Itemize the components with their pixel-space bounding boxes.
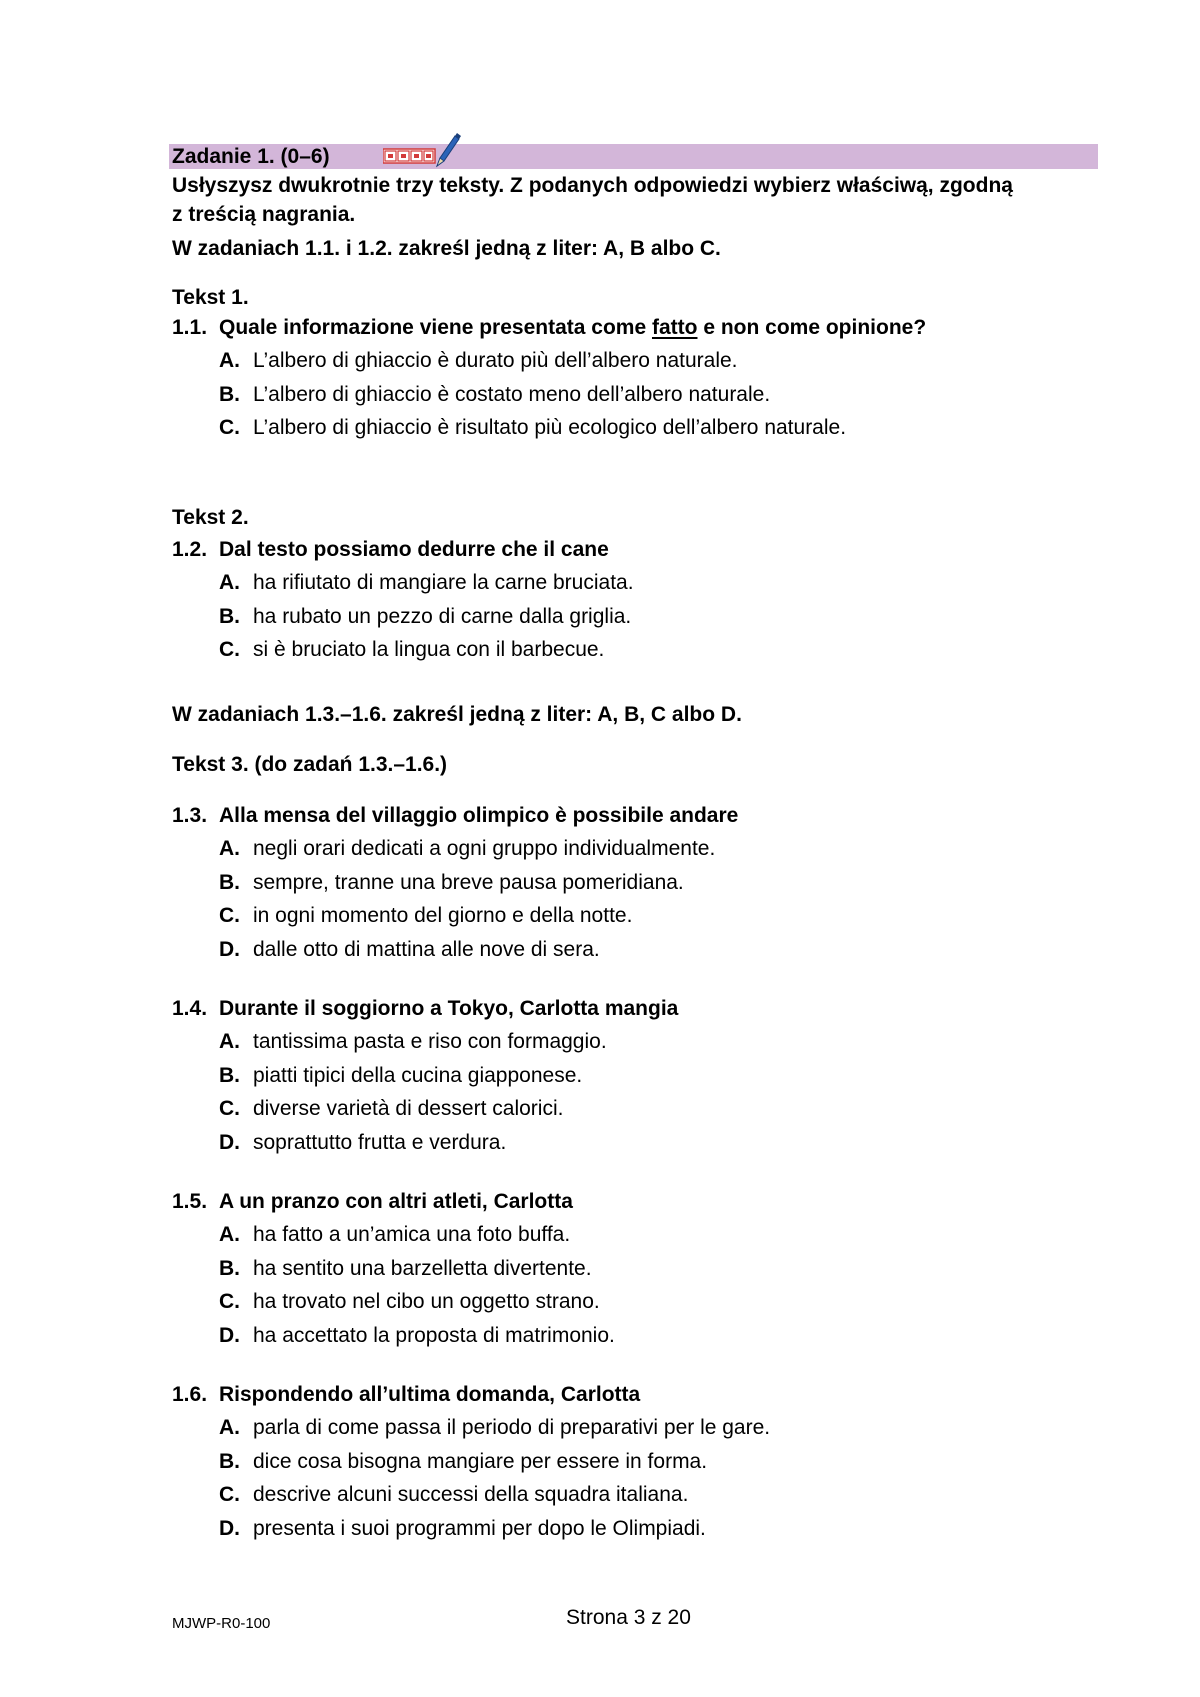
question-1-5: [172, 1189, 1092, 1356]
question-stem: 1.2. Dal testo possiamo dedurre che il cane: [172, 538, 609, 561]
option-a[interactable]: A. ha fatto a un’amica una foto buffa.: [219, 1223, 571, 1246]
option-b[interactable]: B. ha rubato un pezzo di carne dalla griglia.: [219, 604, 632, 628]
underlined-word: fatto: [651, 316, 698, 339]
option-d[interactable]: D. dalle otto di mattina alle nove di sera.: [219, 937, 600, 961]
task-title: Zadanie 1. (0–6): [172, 145, 330, 168]
option-b[interactable]: B. L’albero di ghiaccio è costato meno dell’albero naturale.: [219, 382, 771, 406]
question-stem: 1.3. Alla mensa del villaggio olimpico è possibile andare: [172, 804, 739, 827]
task-intro: [172, 171, 1092, 229]
text-1-label: Tekst 1.: [172, 286, 249, 309]
question-number: 1.1.: [172, 316, 208, 339]
question-number: 1.2.: [172, 538, 208, 561]
question-number: 1.5.: [172, 1190, 208, 1213]
intro-line-1: Usłyszysz dwukrotnie trzy teksty. Z podanych odpowiedzi wybierz właściwą, zgodną: [172, 174, 1013, 197]
question-stem: 1.5. A un pranzo con altri atleti, Carlotta: [172, 1190, 573, 1213]
text-3-label: Tekst 3. (do zadań 1.3.–1.6.): [172, 753, 448, 776]
option-d[interactable]: D. soprattutto frutta e verdura.: [219, 1130, 507, 1154]
option-c[interactable]: C. diverse varietà di dessert calorici.: [219, 1097, 564, 1120]
question-1-3: [172, 803, 1092, 970]
option-c[interactable]: C. L’albero di ghiaccio è risultato più ecologico dell’albero naturale.: [219, 416, 847, 439]
task-header: [169, 144, 1098, 169]
page-number: Strona 3 z 20: [566, 1606, 691, 1629]
option-c[interactable]: C. descrive alcuni successi della squadra italiana.: [219, 1483, 689, 1506]
question-stem: 1.4. Durante il soggiorno a Tokyo, Carlotta mangia: [172, 997, 679, 1020]
score-boxes-icon: [383, 132, 463, 168]
option-c[interactable]: C. si è bruciato la lingua con il barbecue.: [219, 638, 605, 661]
intro-line-2: z treścią nagrania.: [172, 203, 356, 226]
question-1-2: [172, 537, 1092, 671]
option-a[interactable]: A. parla di come passa il periodo di preparativi per le gare.: [219, 1416, 771, 1439]
option-b[interactable]: B. ha sentito una barzelletta divertente.: [219, 1256, 592, 1280]
option-b[interactable]: B. piatti tipici della cucina giapponese.: [219, 1063, 583, 1087]
option-d[interactable]: D. presenta i suoi programmi per dopo le Olimpiadi.: [219, 1516, 706, 1540]
option-a[interactable]: A. tantissima pasta e riso con formaggio.: [219, 1030, 607, 1053]
question-1-6: [172, 1382, 1092, 1549]
question-number: 1.3.: [172, 804, 208, 827]
question-number: 1.6.: [172, 1383, 208, 1406]
pen-icon: [437, 133, 461, 166]
question-stem: 1.6. Rispondendo all’ultima domanda, Carlotta: [172, 1383, 641, 1406]
option-c[interactable]: C. ha trovato nel cibo un oggetto strano.: [219, 1290, 600, 1313]
question-1-4: [172, 996, 1092, 1163]
text-2-label: Tekst 2.: [172, 506, 249, 529]
option-a[interactable]: A. negli orari dedicati a ogni gruppo individualmente.: [219, 837, 716, 860]
question-number: 1.4.: [172, 997, 208, 1020]
exam-code: MJWP-R0-100: [172, 1615, 271, 1632]
option-c[interactable]: C. in ogni momento del giorno e della notte.: [219, 904, 633, 927]
option-a[interactable]: A. ha rifiutato di mangiare la carne bruciata.: [219, 571, 634, 594]
option-b[interactable]: B. sempre, tranne una breve pausa pomeridiana.: [219, 870, 684, 894]
instruction-1: W zadaniach 1.1. i 1.2. zakreśl jedną z liter: A, B albo C.: [172, 237, 721, 260]
instruction-2: W zadaniach 1.3.–1.6. zakreśl jedną z liter: A, B, C albo D.: [172, 703, 742, 726]
option-b[interactable]: B. dice cosa bisogna mangiare per essere in forma.: [219, 1449, 708, 1473]
option-d[interactable]: D. ha accettato la proposta di matrimonio.: [219, 1323, 615, 1347]
question-1-1: [172, 315, 1092, 449]
question-stem: 1.1. Quale informazione viene presentata come fatto e non come opinione?: [172, 316, 927, 339]
option-a[interactable]: A. L’albero di ghiaccio è durato più dell’albero naturale.: [219, 349, 738, 372]
